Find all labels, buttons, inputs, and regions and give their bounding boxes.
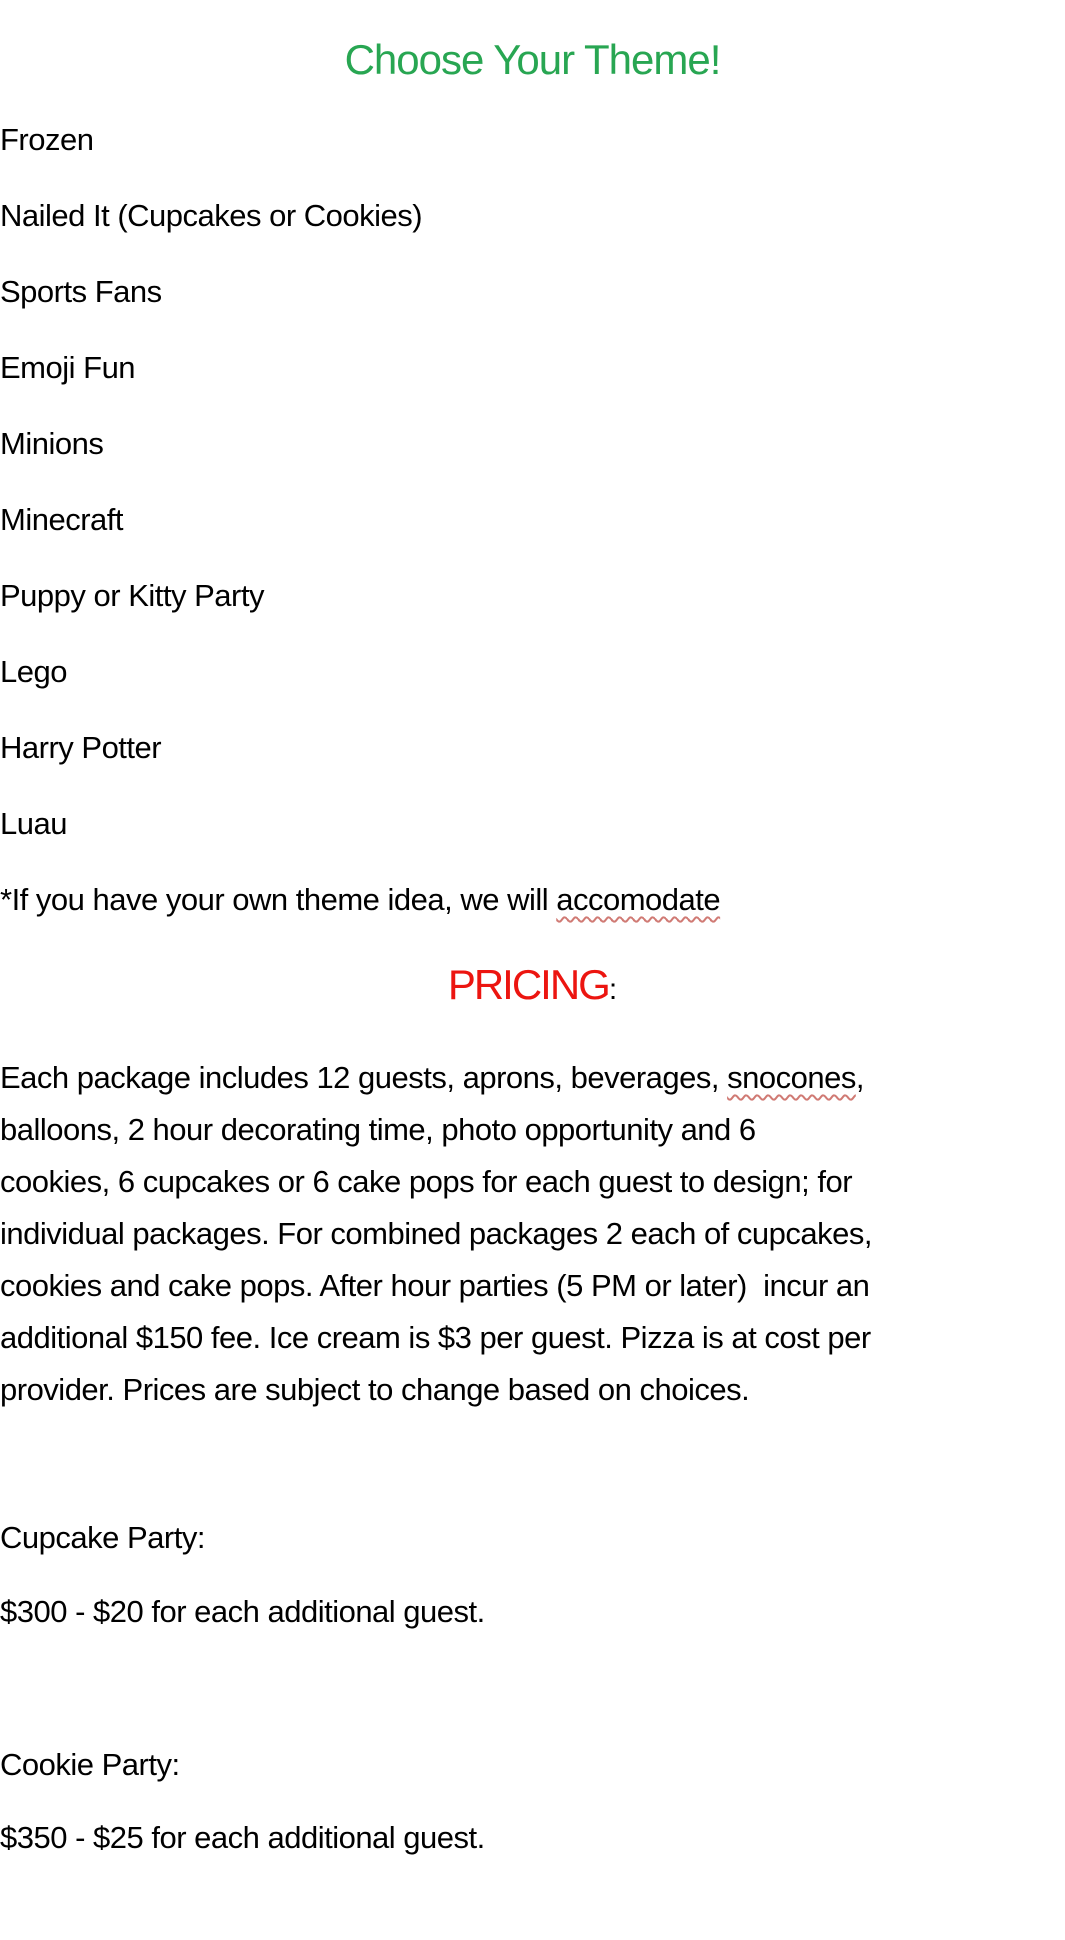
description-line-text: , (855, 1060, 864, 1095)
theme-item: Minions (0, 426, 104, 461)
description-line: cookies, 6 cupcakes or 6 cake pops for each guest to design; for (0, 1164, 853, 1199)
description-line (0, 1052, 1065, 1104)
theme-item: Lego (0, 654, 67, 689)
theme-item: Emoji Fun (0, 350, 136, 385)
pricing-heading (0, 961, 1065, 1014)
description-line: additional $150 fee. Ice cream is $3 per guest. Pizza is at cost per (0, 1320, 871, 1355)
package-price-cookie: $350 - $25 for each additional guest. (0, 1820, 485, 1855)
theme-item: Frozen (0, 122, 94, 157)
misspelled-word-accomodate: accomodate (556, 882, 721, 917)
package-price-cupcake: $300 - $20 for each additional guest. (0, 1594, 485, 1629)
theme-item: Harry Potter (0, 730, 162, 765)
pricing-heading-text: PRICING (447, 961, 609, 1008)
theme-item: Puppy or Kitty Party (0, 578, 264, 613)
pricing-description (0, 1052, 1065, 1416)
theme-item: Luau (0, 806, 67, 841)
pricing-heading-colon: : (608, 973, 618, 1006)
description-line: individual packages. For combined packages 2 each of cupcakes, (0, 1216, 872, 1251)
package-name-cupcake: Cupcake Party: (0, 1520, 205, 1555)
custom-theme-note (0, 881, 1065, 919)
description-line-text: Each package includes 12 guests, aprons, beverages, (0, 1060, 728, 1095)
package-name-cookie: Cookie Party: (0, 1747, 180, 1782)
description-line: provider. Prices are subject to change based on choices. (0, 1372, 750, 1407)
custom-theme-note-text: *If you have your own theme idea, we will (0, 882, 557, 917)
theme-list (0, 121, 1065, 843)
description-line: cookies and cake pops. After hour parties (5 PM or later) incur an (0, 1268, 870, 1303)
theme-item: Sports Fans (0, 274, 162, 309)
theme-item: Nailed It (Cupcakes or Cookies) (0, 198, 423, 233)
theme-item: Minecraft (0, 502, 123, 537)
page-title: Choose Your Theme! (344, 36, 721, 83)
misspelled-word-snocones: snocones (727, 1060, 856, 1095)
description-line: balloons, 2 hour decorating time, photo opportunity and 6 (0, 1112, 756, 1147)
